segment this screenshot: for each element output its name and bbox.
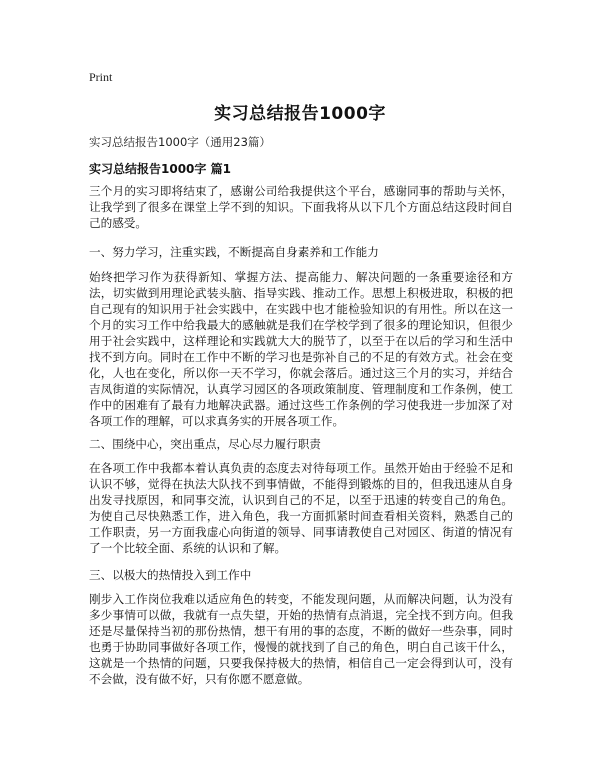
paragraph-2: 在各项工作中我都本着认真负责的态度去对待每项工作。虽然开始由于经验不足和认识不够，觉得在执法大队找不到事情做，不能得到锻炼的目的，但我迅速从自身出发寻找原因，和同事交流，认识到自己的不足，以至于迅速的转变自己的角色。为使自己尽快熟悉工作，进入角色，我一方面抓紧时间查看相关资料，熟悉自己的工作职责，另一方面我虚心向街道的领导、同事请教使自己对园区、街道的情况有了一个比较全面、系统的认识和了解。 xyxy=(89,461,513,555)
document-subtitle: 实习总结报告1000字（通用23篇） xyxy=(89,135,271,149)
page-title: 实习总结报告1000字 xyxy=(214,104,386,124)
heading-1: 一、努力学习，注重实践，不断提高自身素养和工作能力 xyxy=(89,245,379,259)
heading-3: 三、以极大的热情投入到工作中 xyxy=(89,568,252,582)
section-title: 实习总结报告1000字 篇1 xyxy=(89,162,231,176)
intro-paragraph: 三个月的实习即将结束了，感谢公司给我提供这个平台，感谢同事的帮助与关怀，让我学到了很多在课堂上学不到的知识。下面我将从以下几个方面总结这段时间自己的感受。 xyxy=(89,184,513,230)
paragraph-3: 刚步入工作岗位我难以适应角色的转变，不能发现问题，从而解决问题，认为没有多少事情可以做，我就有一点失望，开始的热情有点消退，完全找不到方向。但我还是尽量保持当初的那份热情，想干有用的事的态度，不断的做好一些杂事，同时也勇于协助同事做好各项工作，慢慢的就找到了自己的角色，明白自己该干什么，这就是一个热情的问题，只要我保持极大的热情，相信自己一定会得到认可，没有不会做，没有做不好，只有你愿不愿意做。 xyxy=(89,592,513,686)
heading-2: 二、围绕中心，突出重点，尽心尽力履行职责 xyxy=(89,437,321,451)
print-link[interactable]: Print xyxy=(89,70,113,84)
paragraph-1: 始终把学习作为获得新知、掌握方法、提高能力、解决问题的一条重要途径和方法，切实做到用理论武装头脑、指导实践、推动工作。思想上积极进取，积极的把自己现有的知识用于社会实践中，在实践中也才能检验知识的有用性。所以在这一个月的实习工作中给我最大的感触就是我们在学校学到了很多的理论知识，但很少用于社会实践中，这样理论和实践就大大的脱节了，以至于在以后的学习和生活中找不到方向。同时在工作中不断的学习也是弥补自己的不足的有效方式。社会在变化，人也在变化，所以你一天不学习，你就会落后。通过这三个月的实习，并结合吉凤街道的实际情况，认真学习园区的各项政策制度、管理制度和工作条例，使工作中的困难有了最有力地解决武器。通过这些工作条例的学习使我进一步加深了对各项工作的理解，可以求真务实的开展各项工作。 xyxy=(89,270,513,428)
